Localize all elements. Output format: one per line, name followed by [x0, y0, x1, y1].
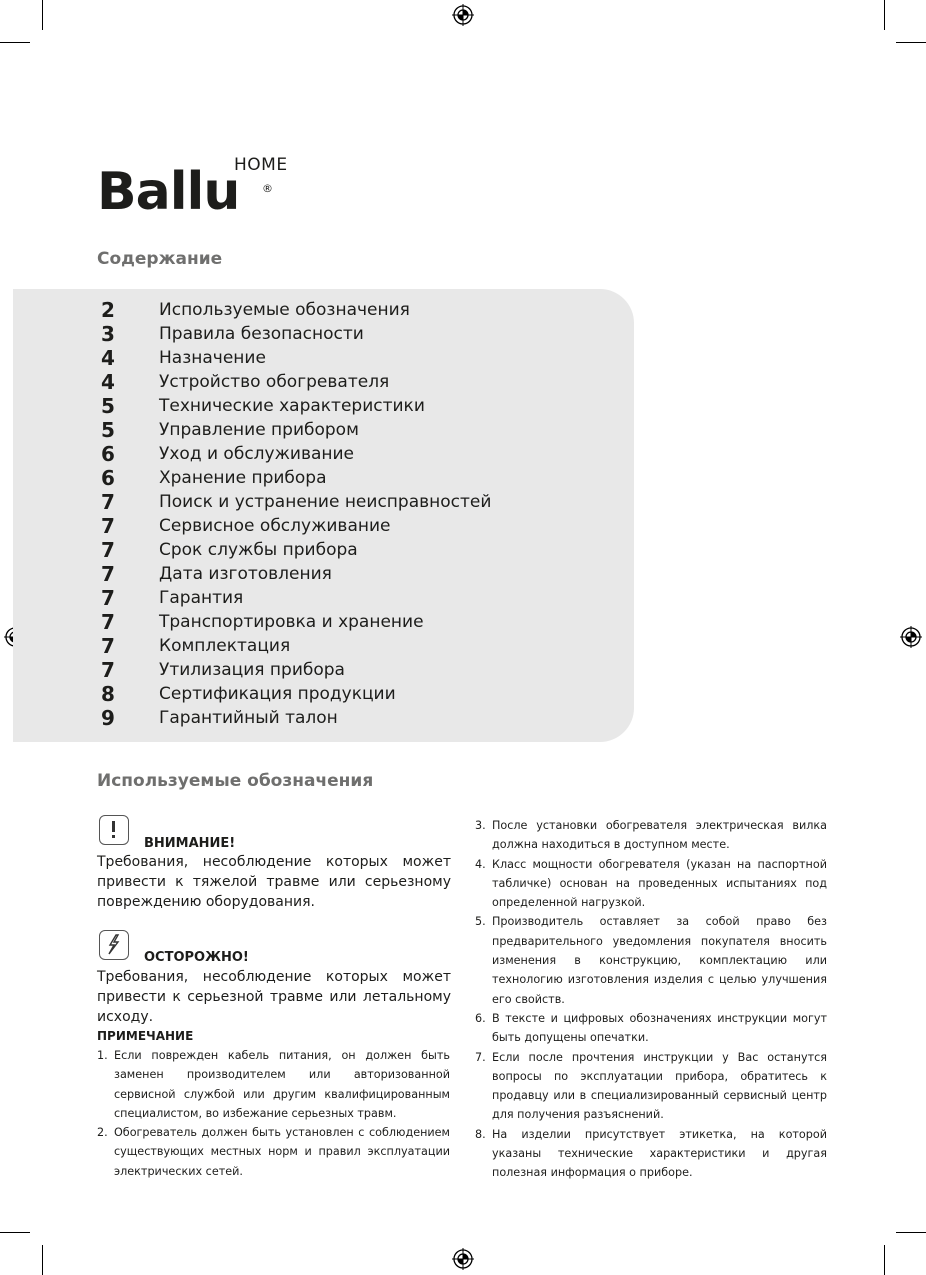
toc-item: [13, 370, 613, 394]
toc-item-title: Срок службы прибора: [159, 540, 358, 560]
note-item: [97, 1046, 450, 1123]
toc-item: [13, 442, 613, 466]
crop-mark: [0, 42, 30, 43]
registration-mark-icon: [452, 1248, 474, 1270]
toc-page-number: 9: [101, 706, 115, 730]
toc-panel: [13, 289, 634, 742]
crop-mark: [0, 1232, 30, 1233]
crop-mark: [884, 1245, 885, 1275]
toc-page-number: 7: [101, 634, 115, 658]
toc-item: [13, 610, 613, 634]
toc-item: [13, 706, 613, 730]
toc-title: Содержание: [97, 249, 223, 269]
toc-item-title: Используемые обозначения: [159, 300, 410, 320]
exclamation-icon: [99, 815, 129, 845]
toc-item-title: Сервисное обслуживание: [159, 516, 391, 536]
note-number: 3.: [475, 819, 486, 832]
notes-list-right: [475, 816, 827, 1183]
crop-mark: [884, 0, 885, 30]
symbols-title: Используемые обозначения: [97, 771, 374, 791]
note-number: 7.: [475, 1050, 486, 1064]
note-item: [475, 1009, 827, 1048]
toc-page-number: 5: [101, 418, 115, 442]
toc-item: [13, 466, 613, 490]
toc-item-title: Хранение прибора: [159, 468, 327, 488]
toc-item: [13, 346, 613, 370]
note-number: 5.: [475, 915, 486, 929]
note-number: 8.: [475, 1127, 486, 1141]
toc-item-title: Управление прибором: [159, 420, 359, 440]
caution-text: Требования, несоблюдение которых может привести к серьезной травме или летальному исходу.: [97, 969, 451, 1025]
logo-registered-mark: ®: [262, 182, 273, 195]
toc-page-number: 7: [101, 562, 115, 586]
toc-item-title: Гарантийный талон: [159, 708, 338, 728]
note-item: [475, 912, 827, 1008]
toc-item: [13, 322, 613, 346]
toc-item: [13, 538, 613, 562]
toc-item-title: Поиск и устранение неисправностей: [159, 492, 492, 512]
toc-page-number: 4: [101, 370, 115, 394]
note-text: Если после прочтения инструкции у Вас останутся вопросы по эксплуатации прибора, обратитесь к продавцу или в специализированный сервисный центр для получения разъяснений.: [492, 1050, 827, 1122]
note-item: [475, 855, 827, 913]
toc-item-title: Устройство обогревателя: [159, 372, 390, 392]
toc-page-number: 2: [101, 298, 115, 322]
crop-mark: [42, 1245, 43, 1275]
logo-brand: Ballu: [97, 162, 240, 222]
toc-item-title: Дата изготовления: [159, 564, 332, 584]
crop-mark: [42, 0, 43, 30]
toc-item-title: Правила безопасности: [159, 324, 364, 344]
toc-item: [13, 586, 613, 610]
toc-page-number: 7: [101, 610, 115, 634]
toc-page-number: 8: [101, 682, 115, 706]
toc-page-number: 7: [101, 586, 115, 610]
toc-item: [13, 562, 613, 586]
note-label: ПРИМЕЧАНИЕ: [97, 1029, 194, 1043]
note-text: Если поврежден кабель питания, он должен быть заменен производителем или авторизованной сервисной службой или другим квалифицированным специалистом, во избежание серьезных травм.: [114, 1049, 450, 1120]
toc-page-number: 4: [101, 346, 115, 370]
note-text: Класс мощности обогревателя (указан на паспортной табличке) основан на проведенных испытаниях под определенной нагрузкой.: [492, 857, 827, 910]
warning-label: ВНИМАНИЕ!: [144, 836, 236, 851]
note-text: Производитель оставляет за собой право без предварительного уведомления покупателя вносить изменения в конструкцию, комплектацию или технологию изготовления изделия с целью улучшения его свойств.: [492, 915, 827, 1006]
toc-page-number: 7: [101, 658, 115, 682]
toc-page-number: 6: [101, 442, 115, 466]
toc-page-number: 3: [101, 322, 115, 346]
toc-item-title: Уход и обслуживание: [159, 444, 355, 464]
registration-mark-icon: [900, 626, 922, 648]
note-text: Обогреватель должен быть установлен с соблюдением существующих местных норм и правил эксплуатации электрических сетей.: [114, 1126, 450, 1178]
notes-list-left: [97, 1046, 450, 1181]
toc-item-title: Назначение: [159, 348, 266, 368]
toc-item: [13, 394, 613, 418]
note-item: [97, 1123, 450, 1181]
toc-page-number: 7: [101, 514, 115, 538]
toc-page-number: 5: [101, 394, 115, 418]
toc-item-title: Технические характеристики: [159, 396, 425, 416]
toc-page-number: 6: [101, 466, 115, 490]
note-item: [475, 816, 827, 855]
toc-page-number: 7: [101, 538, 115, 562]
toc-item-title: Транспортировка и хранение: [159, 612, 424, 632]
note-number: 2.: [97, 1126, 108, 1140]
caution-label: ОСТОРОЖНО!: [144, 950, 249, 965]
ballu-home-logo: [97, 154, 287, 226]
toc-item: [13, 490, 613, 514]
toc-item-title: Сертификация продукции: [159, 684, 396, 704]
toc-item-title: Утилизация прибора: [159, 660, 345, 680]
logo-sub: HOME: [234, 155, 288, 175]
toc-item: [13, 418, 613, 442]
registration-mark-icon: [452, 4, 474, 26]
toc-item-title: Комплектация: [159, 636, 291, 656]
note-number: 4.: [475, 857, 486, 871]
toc-page-number: 7: [101, 490, 115, 514]
crop-mark: [896, 42, 926, 43]
crop-mark: [896, 1232, 926, 1233]
note-number: 1.: [97, 1049, 108, 1062]
note-item: [475, 1048, 827, 1125]
note-number: 6.: [475, 1011, 486, 1025]
toc-item: [13, 682, 613, 706]
note-text: На изделии присутствует этикетка, на которой указаны технические характеристики и другая полезная информация о приборе.: [492, 1127, 827, 1180]
toc-item: [13, 658, 613, 682]
warning-text: Требования, несоблюдение которых может привести к тяжелой травме или серьезному повреждению оборудования.: [97, 854, 451, 910]
toc-item: [13, 634, 613, 658]
toc-item-title: Гарантия: [159, 588, 244, 608]
toc-item: [13, 514, 613, 538]
lightning-icon: [99, 930, 129, 960]
note-text: После установки обогревателя электрическая вилка должна находиться в доступном месте.: [492, 819, 827, 852]
note-item: [475, 1125, 827, 1183]
toc-item: [13, 298, 613, 322]
note-text: В тексте и цифровых обозначениях инструкции могут быть допущены опечатки.: [492, 1011, 827, 1045]
